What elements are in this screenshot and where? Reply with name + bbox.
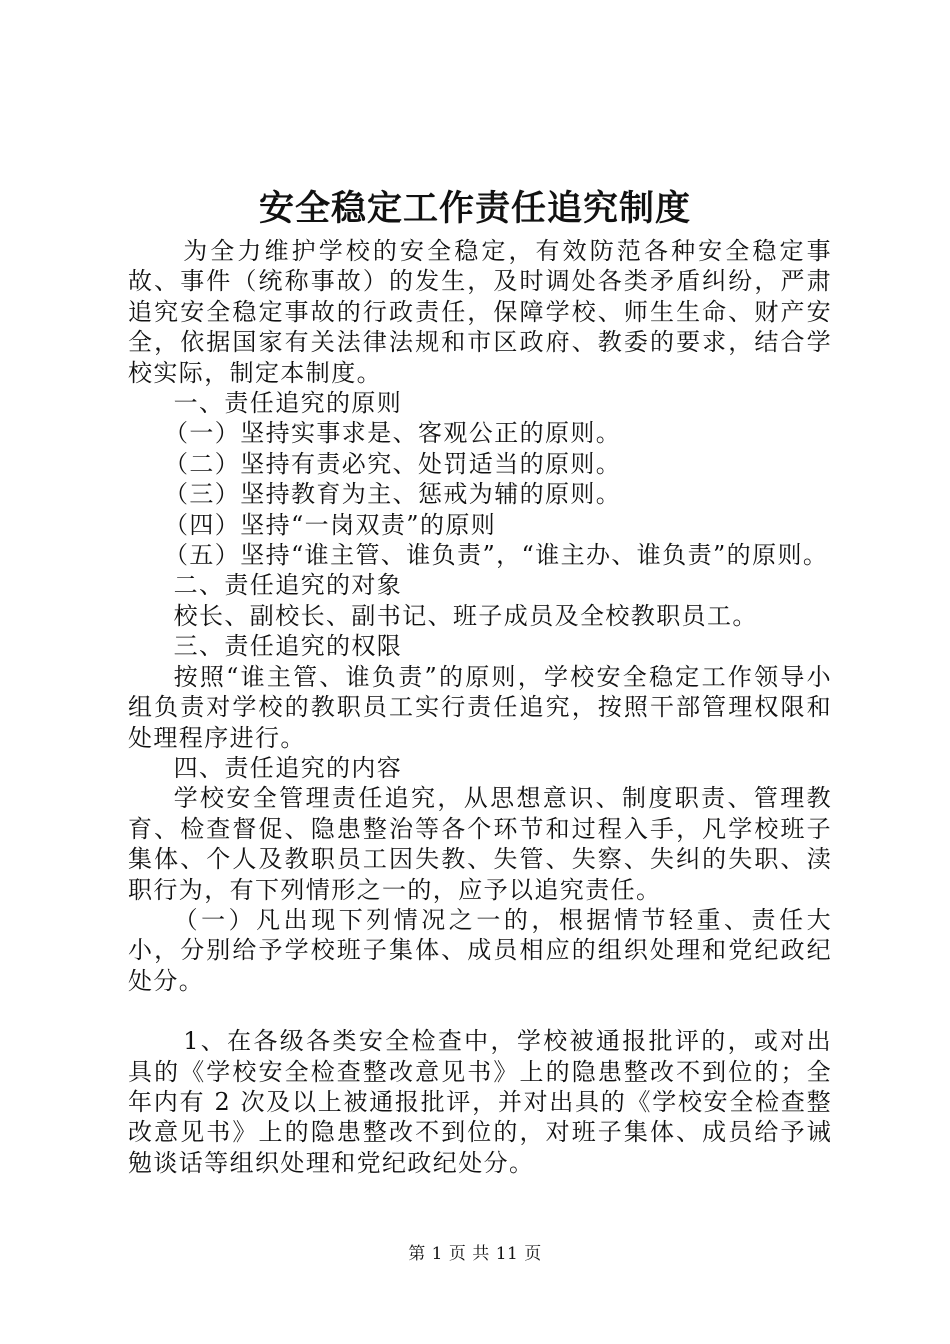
authority-paragraph: 按照“谁主管、谁负责”的原则，学校安全稳定工作领导小组负责对学校的教职员工实行责任追究，按照干部管理权限和处理程序进行。: [128, 662, 832, 752]
principle-item-5: （五）坚持“谁主管、谁负责”，“谁主办、谁负责”的原则。: [164, 541, 829, 570]
content-subitem-1: （一）凡出现下列情况之一的，根据情节轻重、责任大小，分别给予学校班子集体、成员相应的组织处理和党纪政纪处分。: [128, 905, 832, 995]
page-footer: 第 1 页 共 11 页: [408, 1244, 542, 1264]
document-body: [128, 236, 832, 1178]
section-heading-targets: 二、责任追究的对象: [173, 571, 403, 600]
section-heading-authority: 三、责任追究的权限: [173, 632, 403, 661]
document-title: 安全稳定工作责任追究制度: [258, 188, 691, 229]
section-heading-content: 四、责任追究的内容: [173, 753, 403, 782]
clause-1-paragraph: 1、在各级各类安全检查中，学校被通报批评的，或对出具的《学校安全检查整改意见书》上的隐患整改不到位的；全年内有 2 次及以上被通报批评，并对出具的《学校安全检查整改意见书》上的隐患整改不到位的，对班子集体、成员给予诫勉谈话等组织处理和党纪政纪处分。: [128, 1027, 832, 1177]
intro-paragraph: 为全力维护学校的安全稳定，有效防范各种安全稳定事故、事件（统称事故）的发生，及时调处各类矛盾纠纷，严肃追究安全稳定事故的行政责任，保障学校、师生生命、财产安全，依据国家有关法律法规和市区政府、教委的要求，结合学校实际，制定本制度。: [128, 237, 832, 387]
principle-item-3: （三）坚持教育为主、惩戒为辅的原则。: [164, 480, 622, 509]
content-paragraph: 学校安全管理责任追究，从思想意识、制度职责、管理教育、检查督促、隐患整治等各个环节和过程入手，凡学校班子集体、个人及教职员工因失教、失管、失察、失纠的失职、渎职行为，有下列情形之一的，应予以追究责任。: [128, 784, 832, 904]
principle-item-1: （一）坚持实事求是、客观公正的原则。: [164, 419, 622, 448]
targets-paragraph: 校长、副校长、副书记、班子成员及全校教职员工。: [173, 601, 758, 630]
principle-item-2: （二）坚持有责必究、处罚适当的原则。: [164, 449, 622, 478]
principle-item-4: （四）坚持“一岗双责”的原则: [164, 510, 497, 539]
section-heading-principles: 一、责任追究的原则: [173, 389, 403, 418]
